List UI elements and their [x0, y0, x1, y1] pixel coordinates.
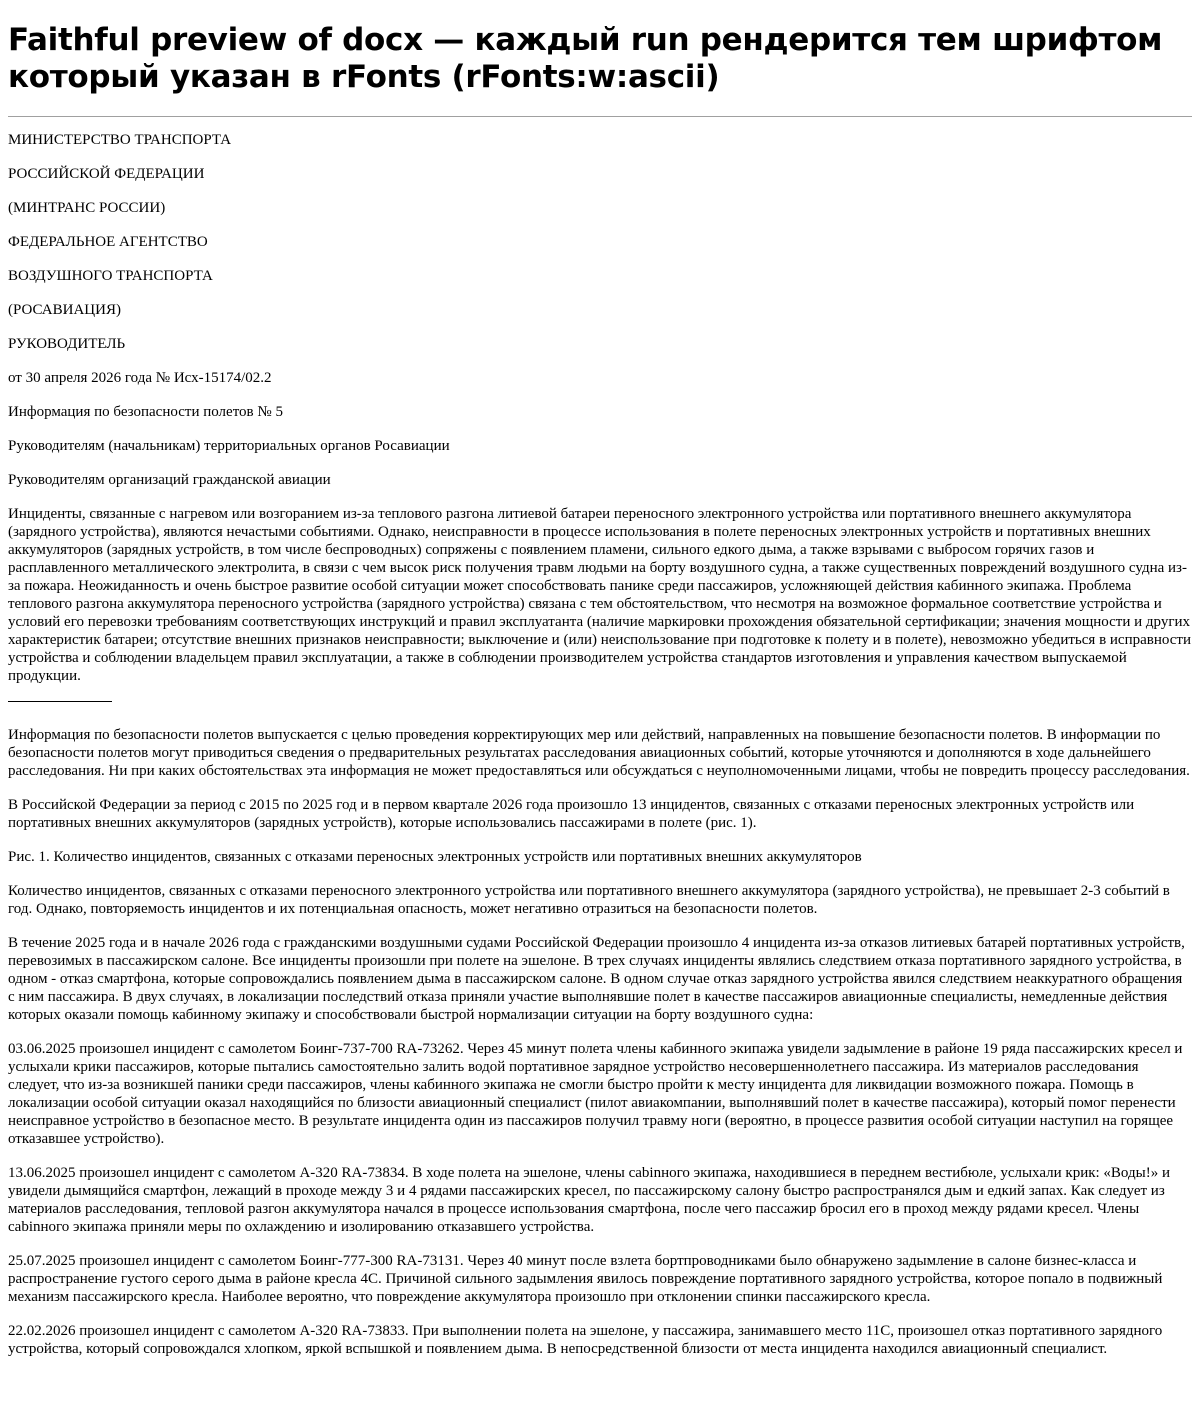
addressee-organizations: Руководителям организаций гражданской авиации — [8, 472, 331, 488]
statistics-paragraph: В Российской Федерации за период с 2015 по 2025 год и в первом квартале 2026 года произошло 13 инцидентов, связанных с отказами переносных электронных устройств или портативных внешних аккумуляторов (зарядных устройств), которые использовались пассажирами в полете (рис. 1). — [8, 797, 1135, 831]
addressee-territorial: Руководителям (начальникам) территориальных органов Росавиации — [8, 438, 450, 454]
incident-paragraph: 03.06.2025 произошел инцидент с самолетом Боинг-737-700 RA-73262. Через 45 минут полета члены кабинного экипажа увидели задымление в районе 19 ряда пассажирских кресел и услыхали крики пассажиров, которые пытались самостоятельно залить водой портативное зарядное устройство несовершеннолетнего пассажира. Из материалов расследования следует, что из-за возникшей паники среди пассажиров, члены кабинного экипажа не смогли быстро пройти к месту инцидента для ликвидации возможного пожара. Помощь в локализации особой ситуации оказал находящийся по близости авиационный специалист (пилот авиакомпании, выполнявший полет в качестве пассажира), который помог перенести неисправное устройство в безопасное место. В результате инцидента один из пассажиров получил травму ноги (вероятно, в процессе развития особой ситуации наступил на горящее отказавшее устройство). — [8, 1041, 1183, 1147]
page-title: Faithful preview of docx — каждый run рендерится тем шрифтом который указан в rFonts (rFonts:w:ascii) — [8, 22, 1163, 95]
header-line-head: РУКОВОДИТЕЛЬ — [8, 336, 126, 352]
figure-caption: Рис. 1. Количество инцидентов, связанных с отказами переносных электронных устройств или портативных внешних аккумуляторов — [8, 849, 862, 865]
document-date-number: от 30 апреля 2026 года № Исх-15174/02.2 — [8, 370, 272, 386]
incident-paragraph: 25.07.2025 произошел инцидент с самолетом Боинг-777-300 RA-73131. Через 40 минут после взлета бортпроводниками было обнаружено задымление в салоне бизнес-класса и распространение густого серого дыма в районе кресла 4С. Причиной сильного задымления явилось повреждение портативного зарядного устройства, которое попало в подвижный механизм пассажирского кресла. Наиболее вероятно, что повреждение аккумулятора произошло при отклонении спинки пассажирского кресла. — [8, 1253, 1163, 1305]
footnote-paragraph: Информация по безопасности полетов выпускается с целью проведения корректирующих мер или действий, направленных на повышение безопасности полетов. В информации по безопасности полетов могут приводиться сведения о предварительных результатах расследования авиационных событий, которые уточняются и дополняются в ходе дальнейшего расследования. Ни при каких обстоятельствах эта информация не может предоставляться или обсуждаться с неуполномоченными лицами, чтобы не повредить процессу расследования. — [8, 727, 1190, 779]
header-line-air-transport: ВОЗДУШНОГО ТРАНСПОРТА — [8, 268, 213, 284]
footnote-separator — [8, 701, 112, 702]
header-line-ministry: МИНИСТЕРСТВО ТРАНСПОРТА — [8, 132, 232, 148]
header-line-mintrans: (МИНТРАНС РОССИИ) — [8, 200, 166, 216]
incident-paragraph: 22.02.2026 произошел инцидент с самолетом А-320 RA-73833. При выполнении полета на эшелоне, у пассажира, занимавшего место 11С, произошел отказ портативного зарядного устройства, который сопровождался хлопком, яркой вспышкой и появлением дыма. В непосредственной близости от места инцидента находился авиационный специалист. — [8, 1323, 1163, 1357]
header-line-rosaviatsia: (РОСАВИАЦИЯ) — [8, 302, 121, 318]
header-line-federation: РОССИЙСКОЙ ФЕДЕРАЦИИ — [8, 166, 205, 182]
incident-paragraph: 13.06.2025 произошел инцидент с самолетом А-320 RA-73834. В ходе полета на эшелоне, члены cabinного экипажа, находившиеся в переднем вестибюле, услыхали крик: «Воды!» и увидели дымящийся смартфон, лежащий в проходе между 3 и 4 рядами пассажирских кресел, по пассажирскому салону быстро распространялся дым и едкий запах. Как следует из материалов расследования, тепловой разгон аккумулятора начался в процессе использования смартфона, после чего пассажир бросил его в проход между рядами кресел. Члены cabinного экипажа приняли меры по охлаждению и изолированию отказавшего устройства. — [8, 1165, 1170, 1235]
intro-paragraph: Инциденты, связанные с нагревом или возгоранием из-за теплового разгона литиевой батареи переносного электронного устройства или портативного внешнего аккумулятора (зарядного устройства), являются нечастыми событиями. Однако, неисправности в процессе использования в полете переносных электронных устройств и портативных внешних аккумуляторов (зарядных устройств, в том числе беспроводных) сопряжены с появлением пламени, сильного едкого дыма, а также взрывами с выбросом горячих газов и расплавленного металлического электролита, в связи с чем высок риск получения травм людьми на борту воздушного судна, а также существенных повреждений воздушного судна из-за пожара. Неожиданность и очень быстрое развитие особой ситуации может способствовать панике среди пассажиров, усложняющей действия кабинного экипажа. Проблема теплового разгона аккумулятора переносного устройства (зарядного устройства) связана с тем обстоятельством, что несмотря на возможное формальное соответствие устройства и условий его перевозки требованиям соответствующих инструкций и правил эксплуатанта (наличие маркировки прохождения обязательной сертификации; значения мощности и других характеристик батареи; отсутствие внешних признаков неисправности; выключение и (или) неиспользование при подготовке к полету и в полете), невозможно убедиться в исправности устройства и соблюдении владельцем правил эксплуатации, а также в соблюдении производителем устройства стандартов изготовления и управления качеством выпускаемой продукции. — [8, 506, 1192, 684]
header-line-agency: ФЕДЕРАЛЬНОЕ АГЕНТСТВО — [8, 234, 208, 250]
frequency-paragraph: Количество инцидентов, связанных с отказами переносного электронного устройства или портативного внешнего аккумулятора (зарядного устройства), не превышает 2-3 событий в год. Однако, повторяемость инцидентов и их потенциальная опасность, может негативно отразиться на безопасности полетов. — [8, 883, 1170, 917]
document-body — [8, 131, 1192, 1358]
document-subject: Информация по безопасности полетов № 5 — [8, 404, 283, 420]
incidents-summary-paragraph: В течение 2025 года и в начале 2026 года с гражданскими воздушными судами Российской Федерации произошло 4 инцидента из-за отказов литиевых батарей портативных устройств, перевозимых в пассажирском салоне. Все инциденты произошли при полете на эшелоне. В трех случаях инциденты являлись следствием отказа портативного зарядного устройства, в одном - отказ смартфона, которые сопровождались появлением дыма в пассажирском салоне. В одном случае отказ зарядного устройства явился следствием неаккуратного обращения с ним пассажира. В двух случаях, в локализации последствий отказа приняли участие выполнявшие полет в качестве пассажиров авиационные специалисты, немедленные действия которых оказали помощь кабинному экипажу и способствовали быстрой нормализации ситуации на борту воздушного судна: — [8, 935, 1185, 1023]
title-divider — [8, 116, 1192, 117]
